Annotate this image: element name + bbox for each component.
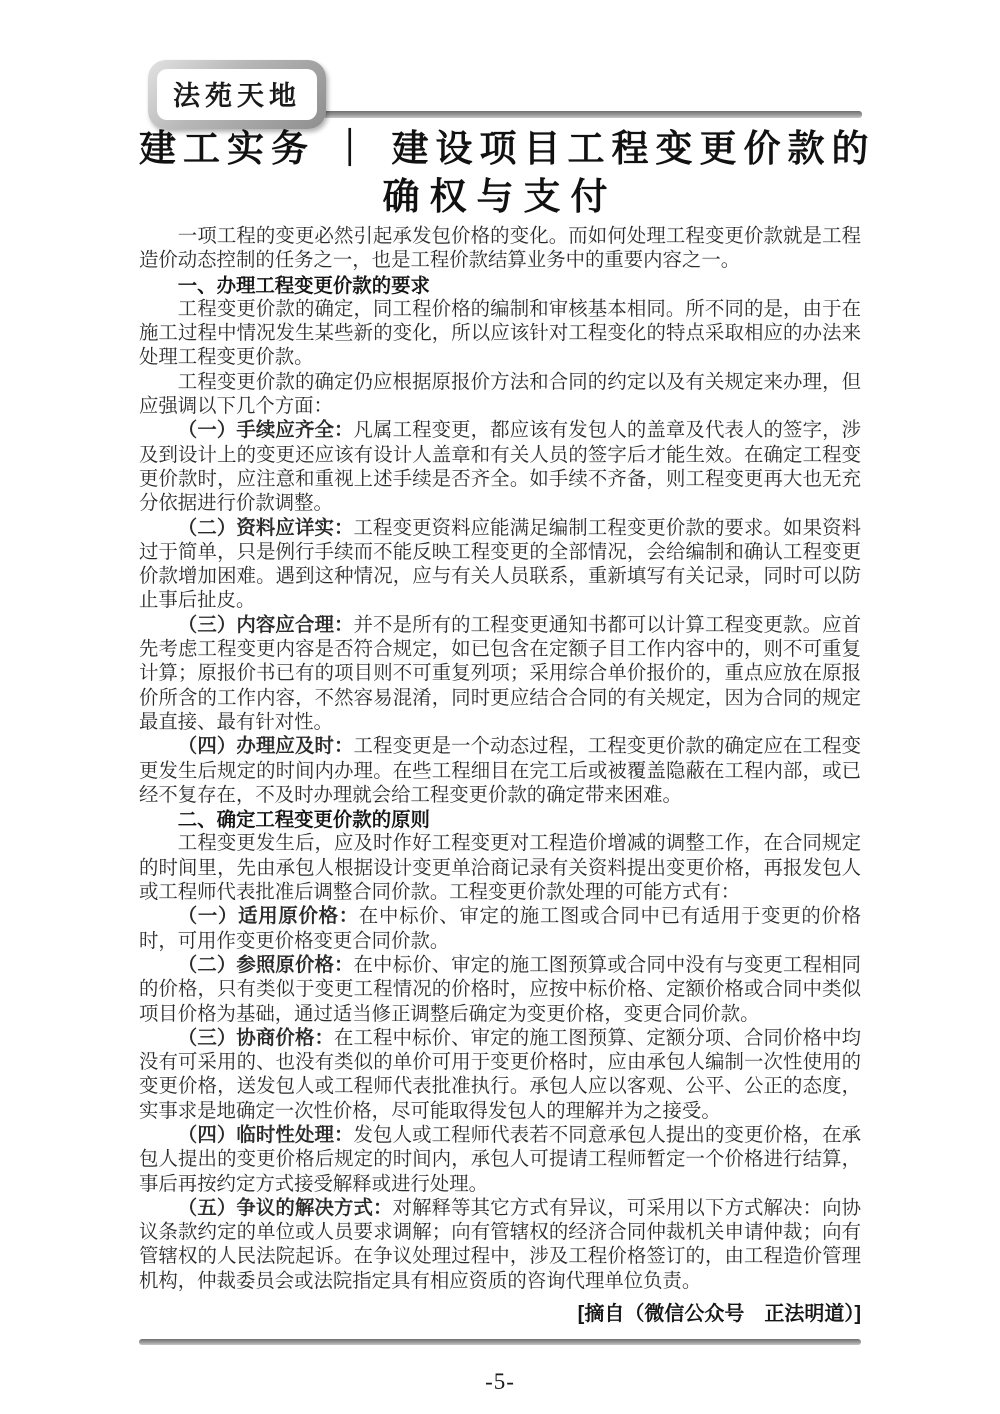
paragraph: （二）资料应详实：工程变更资料应能满足编制工程变更价款的要求。如果资料过于简单，只是例行手续而不能反映工程变更的全部情况，会给编制和确认工程变更价款增加困难。遇到这种情况，应与有关人员联系，重新填写有关记录，同时可以防止事后扯皮。 (139, 517, 862, 612)
paragraph: 工程变更发生后，应及时作好工程变更对工程造价增减的调整工作，在合同规定的时间里，先由承包人根据设计变更单洽商记录有关资料提出变更价格，再报发包人或工程师代表批准后调整合同价款。工程变更价款处理的可能方式有： (139, 833, 861, 904)
footer-rule (139, 1339, 861, 1345)
item-lead: （三）协商价格： (177, 1027, 334, 1049)
article-body (139, 225, 861, 1294)
paragraph: （二）参照原价格：在中标价、审定的施工图预算或合同中没有与变更工程相同的价格，只有类似于变更工程情况的价格时，应按中标价格、定额价格或合同中类似项目价格为基础，通过适当修正调整后确定为变更价格，变更合同价款。 (139, 954, 862, 1025)
section-badge (148, 60, 326, 129)
paragraph: （一）手续应齐全：凡属工程变更，都应该有发包人的盖章及代表人的签字，涉及到设计上的变更还应该有设计人盖章和有关人员的签字后才能生效。在确定工程变更价款时，应注意和重视上述手续是否齐全。如手续不齐备，则工程变更再大也无充分依据进行价款调整。 (139, 420, 862, 515)
item-lead: （四）办理应及时： (177, 736, 354, 758)
article-title-line2: 确权与支付 (382, 177, 618, 218)
paragraph: 一项工程的变更必然引起承发包价格的变化。而如何处理工程变更价款就是工程造价动态控制的任务之一，也是工程价款结算业务中的重要内容之一。 (139, 226, 861, 272)
section-heading: 一、办理工程变更价款的要求 (177, 274, 430, 297)
paragraph: （三）内容应合理：并不是所有的工程变更通知书都可以计算工程变更款。应首先考虑工程变更内容是否符合规定，如已包含在定额子目工作内容中的，则不可重复计算；原报价书已有的项目则不可重复列项；采用综合单价报价的，重点应放在原报价所含的工作内容，不然容易混淆，同时更应结合合同的有关规定，因为合同的规定最直接、最有针对性。 (139, 614, 862, 733)
paragraph: （三）协商价格：在工程中标价、审定的施工图预算、定额分项、合同价格中均没有可采用的、也没有类似的单价可用于变更价格时，应由承包人编制一次性使用的变更价格，送发包人或工程师代表批准执行。承包人应以客观、公平、公正的态度，实事求是地确定一次性价格，尽可能取得发包人的理解并为之接受。 (139, 1027, 862, 1122)
attribution: [摘自（微信公众号 正法明道）] (577, 1303, 861, 1326)
item-lead: （一）适用原价格： (177, 906, 359, 928)
paragraph: （一）适用原价格：在中标价、审定的施工图或合同中已有适用于变更的价格时，可用作变更价格变更合同价款。 (139, 906, 862, 952)
page-number: -5- (485, 1369, 515, 1395)
paragraph: 工程变更价款的确定，同工程价格的编制和审核基本相同。所不同的是，由于在施工过程中情况发生某些新的变化，所以应该针对工程变化的特点采取相应的办法来处理工程变更价款。 (139, 298, 861, 369)
item-lead: （二）参照原价格： (177, 954, 354, 976)
header-rule (250, 111, 862, 118)
paragraph: （四）办理应及时：工程变更是一个动态过程，工程变更价款的确定应在工程变更发生后规定的时间内办理。在些工程细目在完工后或被覆盖隐蔽在工程内部，或已经不复存在，不及时办理就会给工程变更价款的确定带来困难。 (139, 736, 862, 806)
section-heading: 二、确定工程变更价款的原则 (177, 809, 430, 832)
item-lead: （三）内容应合理： (177, 614, 354, 636)
paragraph: （五）争议的解决方式：对解释等其它方式有异议，可采用以下方式解决：向协议条款约定的单位或人员要求调解；向有管辖权的经济合同仲裁机关申请仲裁；向有管辖权的人民法院起诉。在争议处理过程中，涉及工程价格签订的，由工程造价管理机构，仲裁委员会或法院指定具有相应资质的咨询代理单位负责。 (139, 1197, 862, 1292)
item-lead: （五）争议的解决方式： (177, 1197, 393, 1219)
article-title-line1: 建工实务 ｜ 建设项目工程变更价款的 (139, 129, 876, 170)
item-lead: （二）资料应详实： (177, 517, 354, 539)
section-badge-label: 法苑天地 (157, 69, 317, 120)
content-column (139, 0, 876, 1395)
paragraph: （四）临时性处理：发包人或工程师代表若不同意承包人提出的变更价格，在承包人提出的变更价格后规定的时间内，承包人可提请工程师暂定一个价格进行结算，事后再按约定方式接受解释或进行处理。 (139, 1124, 862, 1195)
item-lead: （四）临时性处理： (177, 1124, 354, 1146)
item-lead: （一）手续应齐全： (177, 420, 354, 442)
paragraph: 工程变更价款的确定仍应根据原报价方法和合同的约定以及有关规定来办理，但应强调以下几个方面： (139, 371, 861, 418)
